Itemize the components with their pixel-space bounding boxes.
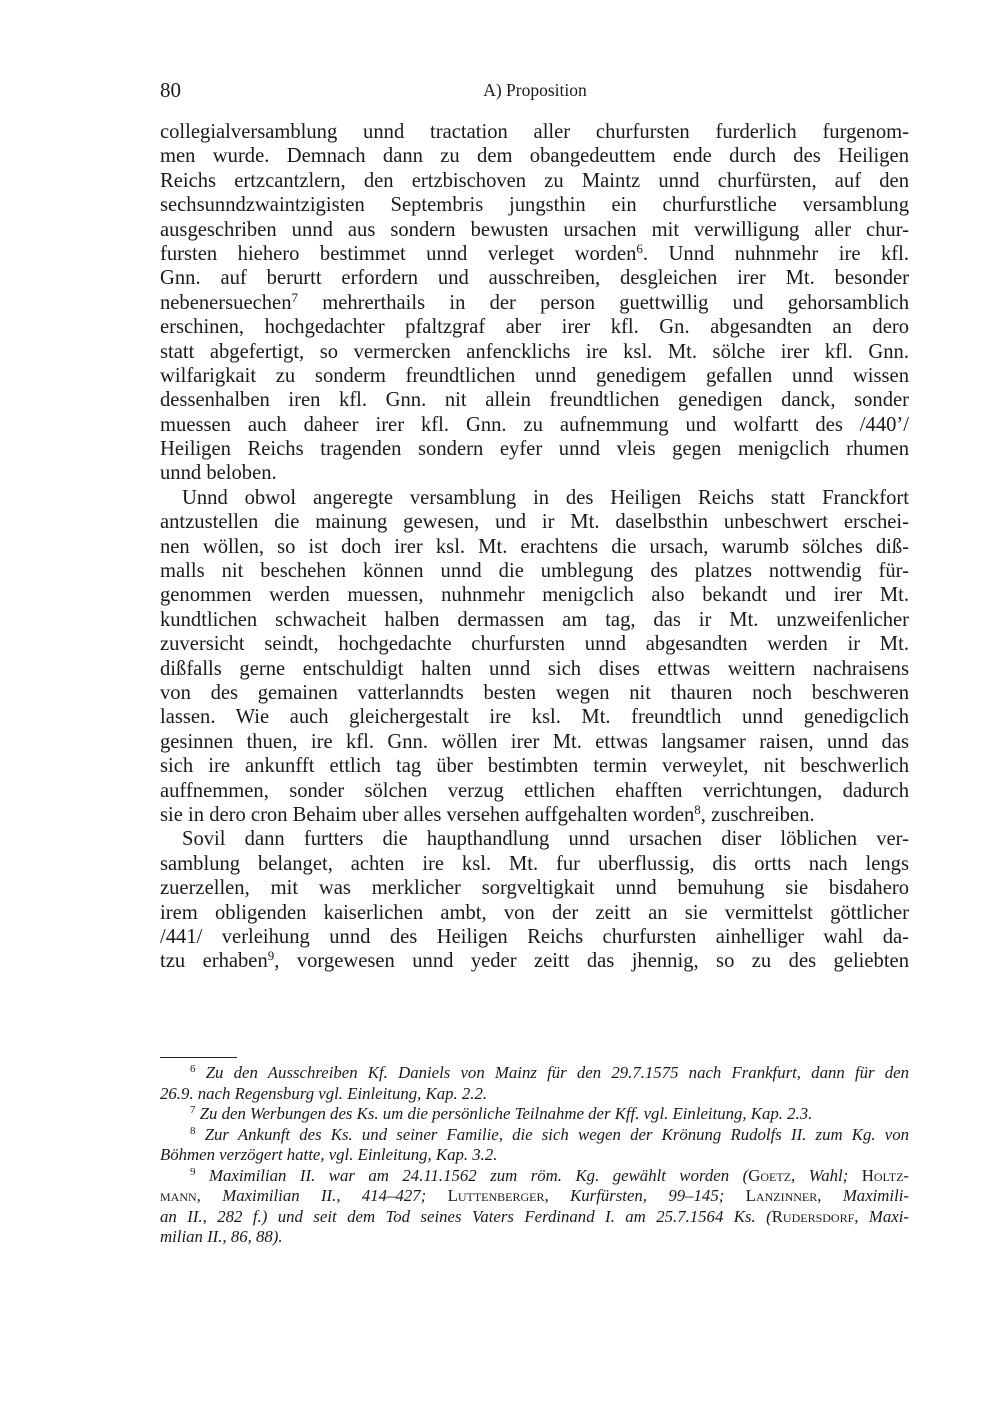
text-line: wilfarigkait zu sonderm freundtlichen unnd genedigem gefallen unnd wissen (160, 364, 909, 387)
footnote-9-cont: mann, Maximilian II., 414–427; Luttenberger, Kurfürsten, 99–145; Lanzinner, Maximili- (160, 1186, 910, 1205)
author-name: mann (160, 1186, 197, 1205)
footnote-6-cont: 26.9. nach Regensburg vgl. Einleitung, Kap. 2.2. (160, 1083, 488, 1103)
author-name: Holtz- (848, 1165, 910, 1185)
page-number: 80 (160, 78, 181, 102)
footnote-number: 7 (190, 1104, 196, 1116)
text-line: zuerzellen, mit was merklicher sorgveltigkait unnd bemuhung sie bisdahero (160, 877, 909, 900)
text-line: fursten hiehero bestimmet unnd verleget worden$^6$. Unnd nuhnmehr ire kfl. (160, 240, 909, 265)
footnote-8-cont: Böhmen verzögert hatte, vgl. Einleitung, Kap. 3.2. (160, 1145, 498, 1164)
text-line: nebenersuechen$^7$ mehrerthails in der person guettwillig und gehorsamblich (160, 289, 909, 314)
text-line: statt abgefertigt, so vermercken anfencklichs ire ksl. Mt. sölche irer kfl. Gnn. (160, 340, 909, 363)
footnote-9-cont: milian II., 86, 88). (160, 1227, 283, 1246)
text-line: dessenhalben iren kfl. Gnn. nit allein freundtlichen genedigen danck, sonder (160, 389, 909, 412)
text-line: zuversicht seindt, hochgedachte churfursten unnd abgesandten werden ir Mt. (160, 633, 909, 656)
text-line: gesinnen thuen, ire kfl. Gnn. wöllen irer Mt. ettwas langsamer raisen, unnd das (160, 730, 909, 753)
text-line: kundtlichen schwacheit halben dermassen am tag, das ir Mt. unzweifenlicher (160, 608, 909, 631)
footnote-9-cont: an II., 282 f.) und seit dem Tod seines Vaters Ferdinand I. am 25.7.1564 Ks. (Rudersdorf, Maxi- (160, 1206, 909, 1226)
text-line: lassen. Wie auch gleichergestalt ire ksl. Mt. freundtlich unnd genedigclich (160, 706, 909, 729)
footnote-number: 6 (190, 1063, 196, 1075)
text-line: collegialversamblung unnd tractation aller churfursten furderlich furgenom- (160, 121, 909, 143)
text-line: dißfalls gerne entschuldigt halten unnd sich dises ettwas weittern nachraisens (160, 657, 909, 680)
text-line: Heiligen Reichs tragenden sondern eyfer unnd vleis gegen menigclich rhumen (160, 438, 909, 461)
author-name: Luttenberger (426, 1186, 545, 1205)
footnote-9: $^9$ Maximilian II. war am 24.11.1562 zum röm. Kg. gewählt worden (Goetz, Wahl; Holtz- (190, 1165, 910, 1185)
text-line: /441/ verleihung unnd des Heiligen Reichs churfursten ainhelliger wahl da- (160, 925, 909, 948)
text-line: von des gemainen vatterlanndts besten wegen nit thauren noch beschweren (160, 681, 909, 704)
text-line: malls nit beschehen können unnd die umblegung des platzes nottwendig für- (160, 560, 909, 583)
footnote-ref-8[interactable]: 8 (694, 801, 701, 817)
author-name: Rudersdorf (771, 1206, 855, 1226)
text-line: irem obligenden kaiserlichen ambt, von der zeitt an sie vermittelst göttlicher (160, 901, 909, 924)
text-line: Gnn. auf berurtt erfordern und ausschreiben, desgleichen irer Mt. besonder (160, 267, 909, 290)
footnote-number: 8 (190, 1124, 196, 1137)
text-line: Reichs ertzcantzlern, den ertzbischoven zu Maintz unnd churfürsten, auf den (160, 169, 909, 192)
footnote-ref-7[interactable]: 7 (291, 289, 298, 305)
page-header (160, 78, 910, 106)
paragraph-start-line: Sovil dann furtters die haupthandlung unnd ursachen diser löblichen ver- (182, 828, 909, 851)
footnote-6: $^6$ Zu den Ausschreiben Kf. Daniels von Mainz für den 29.7.1575 nach Frankfurt, dann für den (190, 1063, 909, 1082)
text-line: sechsunndzwaintzigisten Septembris jungsthin ein churfurstliche versamblung (160, 194, 909, 217)
footnote-ref-9[interactable]: 9 (267, 948, 275, 964)
footnote-ref-6[interactable]: 6 (636, 240, 643, 256)
text-line: erschinen, hochgedachter pfaltzgraf aber irer kfl. Gn. abgesandten an dero (160, 316, 909, 339)
paragraph-start-line: Unnd obwol angeregte versamblung in des Heiligen Reichs statt Franckfort (182, 486, 909, 509)
text-line: nen wöllen, so ist doch irer ksl. Mt. erachtens die ursach, warumb sölches diß- (160, 535, 909, 558)
author-name: Lanzinner (724, 1186, 818, 1205)
footnote-number: 9 (190, 1165, 196, 1178)
body-text (160, 120, 909, 974)
author-name: Goetz (748, 1165, 792, 1185)
footnote-7: $^7$ Zu den Werbungen des Ks. um die persönliche Teilnahme der Kff. vgl. Einleitung, Kap. 2.3. (190, 1104, 813, 1123)
footnote-8: $^8$ Zur Ankunft des Ks. und seiner Familie, die sich wegen der Krönung Rudolfs II. zum Kg. von (190, 1124, 909, 1144)
text-line: muessen auch daheer irer kfl. Gnn. zu aufnemmung und wolfartt des /440’/ (160, 413, 909, 436)
text-line: tzu erhaben$^9$, vorgewesen unnd yeder zeitt das jhennig, so zu des geliebten (160, 948, 909, 973)
text-line: antzustellen die mainung gewesen, und ir Mt. daselbsthin unbeschwert erschei- (160, 511, 909, 534)
text-line: samblung belanget, achten ire ksl. Mt. fur uberflussig, dis ortts nach lengs (160, 852, 909, 875)
text-line: auffnemmen, sonder sölchen verzug ettlichen ehafften verrichtungen, dadurch (160, 779, 909, 802)
text-line: ausgeschriben unnd aus sondern bewusten ursachen mit verwilligung aller chur- (160, 218, 909, 241)
footnote-separator (160, 1057, 237, 1058)
text-line: sie in dero cron Behaim uber alles versehen auffgehalten worden$^8$, zuschreiben. (160, 801, 815, 826)
footnotes (160, 1063, 909, 1248)
text-line: unnd beloben. (160, 462, 277, 485)
text-line: sich ire ankunfft ettlich tag über bestimbten termin verweylet, nit beschwerlich (160, 755, 909, 778)
running-head: A) Proposition (483, 80, 587, 100)
text-line: genommen werden muessen, nuhnmehr menigclich also bekandt und irer Mt. (160, 584, 909, 607)
text-line: men wurde. Demnach dann zu dem obangedeuttem ende durch des Heiligen (160, 145, 909, 168)
